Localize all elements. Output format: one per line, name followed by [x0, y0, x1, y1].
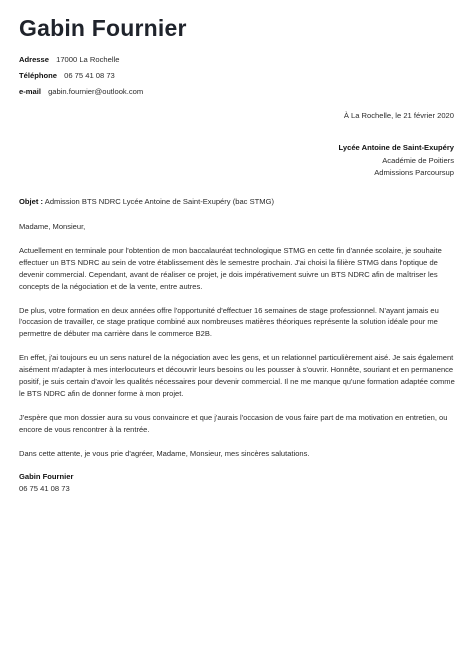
paragraph-closing: Dans cette attente, je vous prie d'agréer, Madame, Monsieur, mes sincères salutations. — [19, 448, 310, 458]
object-text: Admission BTS NDRC Lycée Antoine de Saint-Exupéry (bac STMG) — [44, 197, 275, 206]
email-label: e-mail — [19, 87, 41, 96]
signature-name: Gabin Fournier — [19, 472, 74, 481]
contact-email — [19, 84, 143, 100]
recipient-line-2: Admissions Parcoursup — [374, 168, 454, 177]
phone-label: Téléphone — [19, 71, 57, 80]
paragraph-1: Actuellement en terminale pour l'obtention de mon baccalauréat technologique STMG en cette fin d'année scolaire, je souhaite effectuer un BTS NDRC au sein de votre établissement dès le semestre prochain. J'ai choisi la filière STMG dans l'optique de devenir commercial. Cependant, avant de réaliser ce projet, je dois impérativement suivre un BTS NDRC afin de maîtriser les concepts de la négociation et de la vente, entre autres. — [19, 245, 442, 291]
letter-body — [19, 221, 456, 472]
letter-object — [19, 197, 274, 206]
phone-value: 06 75 41 08 73 — [64, 71, 115, 80]
object-label: Objet : — [19, 197, 44, 206]
contact-address — [19, 52, 143, 68]
sender-name: Gabin Fournier — [19, 15, 187, 41]
recipient-org: Lycée Antoine de Saint-Exupéry — [338, 143, 454, 152]
paragraph-4: J'espère que mon dossier aura su vous convaincre et que j'aurais l'occasion de vous faire part de ma motivation en entretien, ou encore de vous rencontrer à la rentrée. — [19, 412, 448, 434]
address-value: 17000 La Rochelle — [56, 55, 120, 64]
contact-block — [19, 52, 143, 100]
signature-block — [19, 471, 73, 495]
paragraph-3: En effet, j'ai toujours eu un sens naturel de la négociation avec les gens, et un relationnel particulièrement aisé. Je sais également aisément m'adapter à mes interlocuteurs et découvrir leurs besoins ou les pousser à s'ouvrir. Honnête, souriant et en permanence positif, je suis certain d'avoir les qualités nécessaires pour devenir commercial. Il ne me manque qu'une formation adaptée comme le BTS NDRC afin de donner forme à mon projet. — [19, 353, 455, 398]
signature-phone: 06 75 41 08 73 — [19, 484, 70, 493]
email-value: gabin.fournier@outlook.com — [48, 87, 144, 96]
paragraph-2: De plus, votre formation en deux années offre l'opportunité d'effectuer 16 semaines de stage professionnel. N'ayant jamais eu l'occasion de travailler, ce stage pratique combiné aux nombreuses matières théoriques représente la solution idéale pour me permettre de débuter ma carrière dans le commerce B2B. — [19, 305, 439, 339]
contact-phone — [19, 68, 143, 84]
salutation: Madame, Monsieur, — [19, 222, 86, 231]
address-label: Adresse — [19, 55, 49, 64]
letter-date: À La Rochelle, le 21 février 2020 — [343, 111, 454, 120]
recipient-line-1: Académie de Poitiers — [382, 155, 454, 165]
recipient-block — [339, 142, 454, 180]
